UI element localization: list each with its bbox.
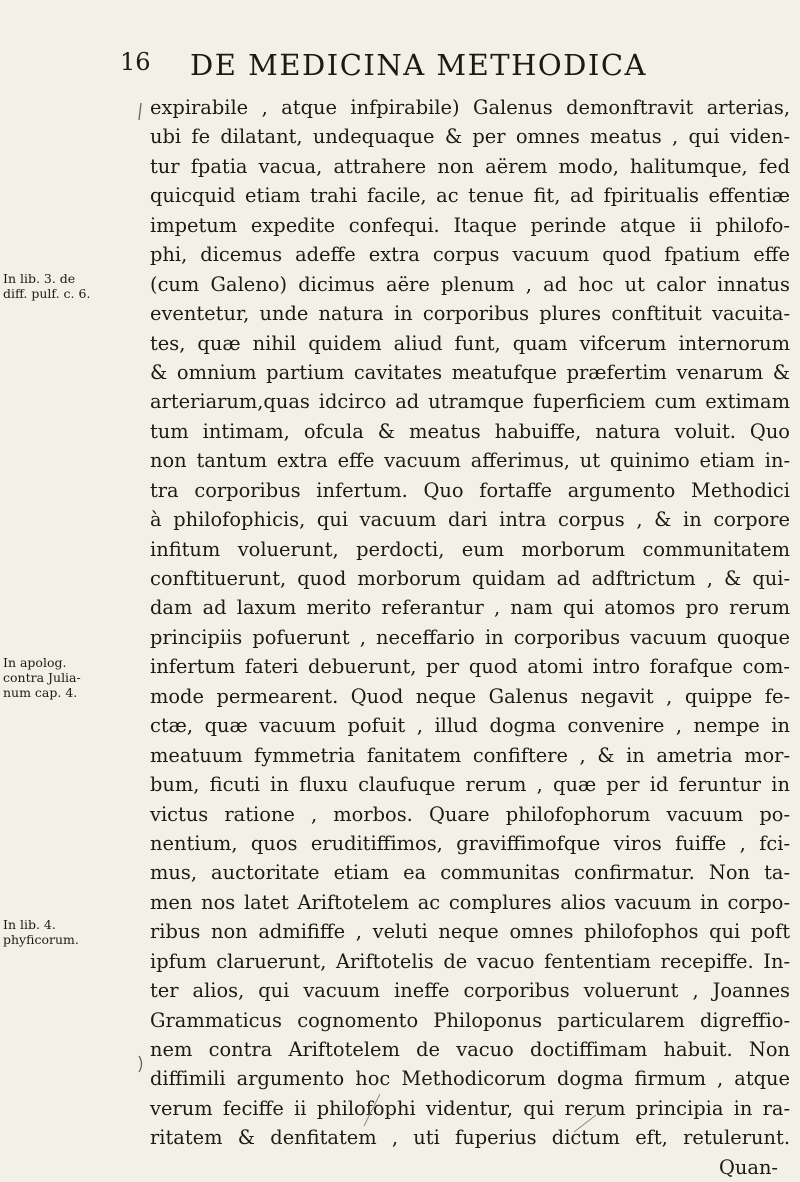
margin-note-line: In apolog.	[3, 655, 67, 670]
text-line: nem contra Ariftotelem de vacuo doctiffimam habuit. Non	[150, 1038, 790, 1061]
text-line: ter alios, qui vacuum ineffe corporibus voluerunt , Joannes	[150, 979, 790, 1003]
text-line: quicquid etiam trahi facile, ac tenue fit, ad fpiritualis effentiæ	[150, 184, 790, 208]
text-line: conftituerunt, quod morborum quidam ad adftrictum , & qui-	[150, 567, 790, 590]
margin-note	[3, 655, 143, 700]
margin-note-line: diff. pulf. c. 6.	[3, 286, 91, 301]
margin-note	[3, 917, 143, 947]
text-line: ctæ, quæ vacuum pofuit , illud dogma convenire , nempe in	[150, 714, 790, 738]
text-line: à philofophicis, qui vacuum dari intra corpus , & in corpore	[150, 508, 790, 532]
margin-note-line: In lib. 4.	[3, 917, 56, 932]
text-line: expirabile , atque infpirabile) Galenus demonftravit arterias,	[150, 96, 790, 119]
text-line: eventetur, unde natura in corporibus plures conftituit vacuita-	[150, 302, 790, 326]
body-text	[150, 93, 790, 1182]
text-line: nentium, quos eruditiffimos, graviffimofque viros fuiffe , fci-	[150, 831, 790, 855]
page-number: 16	[120, 48, 151, 76]
text-line: victus ratione , morbos. Quare philofophorum vacuum po-	[150, 802, 790, 826]
pencil-stroke	[360, 1090, 384, 1130]
text-line: bum, ficuti in fluxu claufuque rerum , quæ per id feruntur in	[150, 773, 790, 797]
text-line: impetum expedite confequi. Itaque perinde atque ii philofo-	[150, 213, 790, 237]
text-line: Grammaticus cognomento Philoponus particularem digreffio-	[150, 1008, 790, 1032]
margin-note-line: num cap. 4.	[3, 685, 78, 700]
text-line: & omnium partium cavitates meatufque præfertim venarum &	[150, 360, 790, 384]
text-line: infitum voluerunt, perdocti, eum morborum communitatem	[150, 537, 790, 561]
running-title: DE MEDICINA METHODICA	[190, 48, 647, 82]
margin-note-line: phyficorum.	[3, 932, 79, 947]
text-line: ribus non admififfe , veluti neque omnes philofophos qui poft	[150, 920, 790, 944]
text-line: mode permearent. Quod neque Galenus negavit , quippe fe-	[150, 684, 790, 708]
text-line: mus, auctoritate etiam ea communitas confirmatur. Non ta-	[150, 861, 790, 885]
page-header	[120, 48, 790, 88]
pencil-stroke	[570, 1112, 600, 1136]
text-line: tes, quæ nihil quidem aliud funt, quam vifcerum internorum	[150, 331, 790, 355]
text-line: men nos latet Ariftotelem ac complures alios vacuum in corpo-	[150, 890, 790, 914]
text-line: phi, dicemus adeffe extra corpus vacuum quod fpatium effe	[150, 243, 790, 267]
text-line: verum feciffe ii philofophi videntur, qui rerum principia in ra-	[150, 1096, 790, 1120]
margin-note-line: In lib. 3. de	[3, 271, 76, 286]
text-line: dam ad laxum merito referantur , nam qui atomos pro rerum	[150, 596, 790, 620]
ink-mark	[136, 1052, 146, 1076]
text-line: ipfum claruerunt, Ariftotelis de vacuo fententiam recepiffe. In-	[150, 949, 790, 973]
text-line: tur fpatia vacua, attrahere non aërem modo, halitumque, fed	[150, 154, 790, 178]
text-line: ubi fe dilatant, undequaque & per omnes meatus , qui viden-	[150, 125, 790, 149]
text-line: non tantum extra effe vacuum afferimus, ut quinimo etiam in-	[150, 449, 790, 473]
ink-mark	[136, 100, 146, 124]
margin-note-line: contra Julia-	[3, 670, 81, 685]
text-line: diffimili argumento hoc Methodicorum dogma firmum , atque	[150, 1067, 790, 1091]
margin-note	[3, 271, 143, 301]
text-line: principiis pofuerunt , neceffario in corporibus vacuum quoque	[150, 625, 790, 649]
text-line: meatuum fymmetria fanitatem confiftere , & in ametria mor-	[150, 743, 790, 767]
text-line: arteriarum,quas idcirco ad utramque fuperficiem cum extimam	[150, 390, 790, 414]
text-line: ritatem & denfitatem , uti fuperius dictum eft, retulerunt.	[150, 1126, 790, 1150]
text-line: tra corporibus infertum. Quo fortaffe argumento Methodici	[150, 478, 790, 502]
text-line: infertum fateri debuerunt, per quod atomi intro forafque com-	[150, 655, 790, 679]
text-line: (cum Galeno) dicimus aëre plenum , ad hoc ut calor innatus	[150, 272, 790, 296]
text-line: tum intimam, ofcula & meatus habuiffe, natura voluit. Quo	[150, 419, 790, 443]
catchword: Quan-	[719, 1155, 778, 1179]
